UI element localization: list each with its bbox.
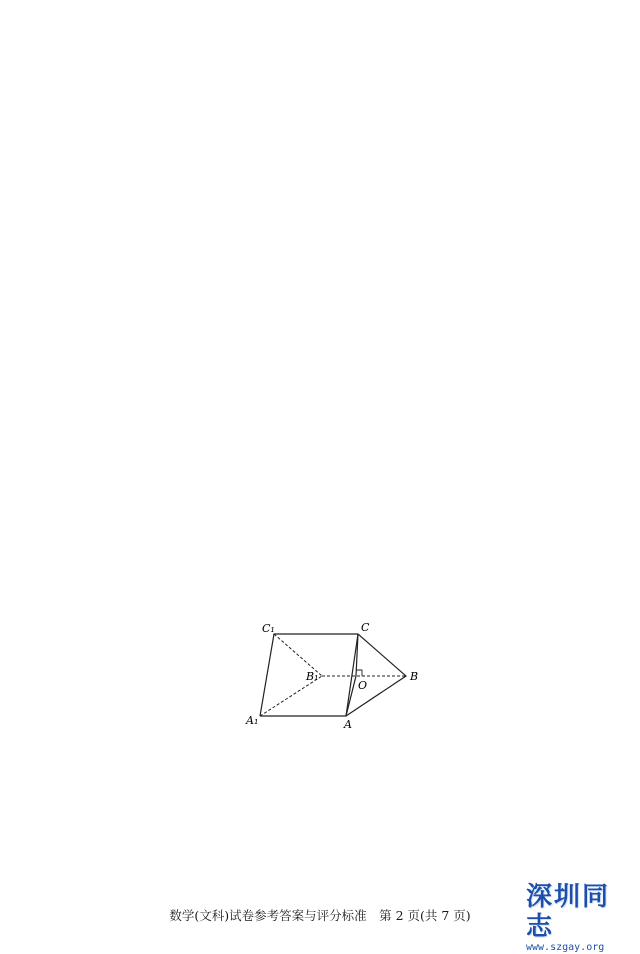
label-c: C [361, 621, 370, 634]
label-c1: C₁ [262, 622, 275, 635]
label-a1: A₁ [246, 714, 259, 727]
label-b: B [410, 670, 419, 683]
edge-c-b-a [346, 634, 406, 716]
prism-figure [240, 620, 430, 730]
label-b1: B₁ [306, 670, 319, 683]
page-footer: 数学(文科)试卷参考答案与评分标准 第 2 页(共 7 页) [169, 908, 471, 923]
right-angle-mark [356, 670, 362, 676]
watermark-brand: 深圳同志 [526, 882, 611, 942]
label-o: O [358, 679, 368, 692]
label-a: A [344, 718, 352, 730]
watermark-logo [526, 882, 634, 953]
watermark-url: www.szgay.org [526, 942, 605, 953]
